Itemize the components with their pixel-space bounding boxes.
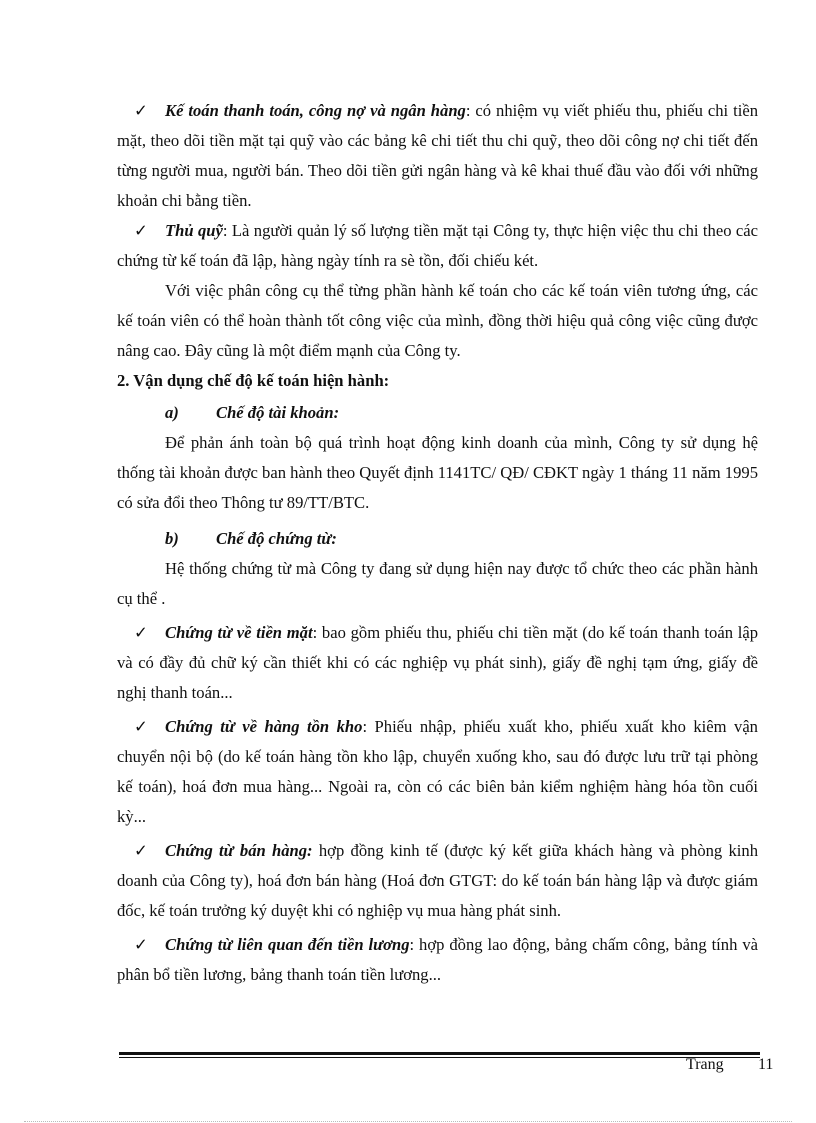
checkmark-icon: ✓ [134, 935, 148, 954]
paragraph-phan-cong: Với việc phân công cụ thể từng phần hành kế toán cho các kế toán viên tương ứng, các kế toán viên có thể hoàn thành tốt công việc của mình, đồng thời hiệu quả công việc cũng được nâng cao. Đây cũng là một điểm mạnh của Công ty. [117, 281, 758, 360]
checkmark-icon: ✓ [134, 221, 148, 240]
term-title: Chứng từ liên quan đến tiền lương [165, 935, 410, 954]
checkmark-icon: ✓ [134, 841, 148, 860]
term-text: hợp đồng kinh tế (được ký kết giữa khách hàng và phòng kinh doanh của Công ty), hoá đơn bán hàng (Hoá đơn GTGT: do kế toán bán hàng lập và được giám đốc, kế toán trưởng ký duyệt khi có nghiệp vụ mua hàng phát sinh. [117, 841, 758, 920]
page-body [117, 96, 758, 990]
checkmark-icon: ✓ [134, 717, 148, 736]
term-text: : Phiếu nhập, phiếu xuất kho, phiếu xuất kho kiêm vận chuyển nội bộ (do kế toán hàng tồn kho lập, chuyển xuống kho, sau đó được lưu trữ tại phòng kế toán), hoá đơn mua hàng... Ngoài ra, còn có các biên bản kiểm nghiệm hàng hóa tồn cuối kỳ... [117, 717, 758, 826]
term-text: : bao gồm phiếu thu, phiếu chi tiền mặt (do kế toán thanh toán lập và có đầy đủ chữ ký cần thiết khi có các nghiệp vụ phát sinh), giấy đề nghị tạm ứng, giấy đề nghị thanh toán... [117, 623, 758, 702]
paragraph-tien-luong [117, 930, 758, 990]
term-title: Chứng từ bán hàng: [165, 841, 313, 860]
checkmark-icon: ✓ [134, 101, 148, 120]
subsection-letter: a) [165, 403, 179, 422]
term-title: Chứng từ về hàng tồn kho [165, 717, 363, 736]
term-title: Kế toán thanh toán, công nợ và ngân hàng [165, 101, 466, 120]
paragraph-thu-quy [117, 216, 758, 276]
subsection-a [165, 398, 758, 428]
subsection-b [165, 524, 758, 554]
subsection-letter: b) [165, 529, 179, 548]
term-text: : có nhiệm vụ viết phiếu thu, phiếu chi tiền mặt, theo dõi tiền mặt tại quỹ vào các bảng kê chi tiết thu chi quỹ, theo dõi công nợ chi tiết đến từng người mua, người bán. Theo dõi tiền gửi ngân hàng và kê khai thuế đầu vào đối với những khoản chi bằng tiền. [117, 101, 758, 210]
footer-rule-thin [119, 1057, 760, 1058]
footer-page-label: Trang [686, 1056, 724, 1073]
paragraph-tien-mat [117, 618, 758, 708]
term-text: : hợp đồng lao động, bảng chấm công, bảng tính và phân bổ tiền lương, bảng thanh toán tiền lương... [117, 935, 758, 984]
footer-rule [119, 1052, 760, 1055]
term-title: Thủ quỹ [165, 221, 223, 240]
subsection-title: Chế độ chứng từ: [216, 529, 337, 548]
subsection-title: Chế độ tài khoản: [216, 403, 340, 422]
paragraph-tai-khoan: Để phản ánh toàn bộ quá trình hoạt động kinh doanh của mình, Công ty sử dụng hệ thống tài khoản được ban hành theo Quyết định 1141TC/ QĐ/ CĐKT ngày 1 tháng 11 năm 1995 có sửa đổi theo Thông tư 89/TT/BTC. [117, 433, 758, 512]
paragraph-he-thong: Hệ thống chứng từ mà Công ty đang sử dụng hiện nay được tổ chức theo các phần hành cụ thể . [117, 559, 758, 608]
paragraph-thanh-toan [117, 96, 758, 216]
footer-page-number: 11 [758, 1056, 774, 1073]
page-edge-divider [24, 1121, 792, 1122]
checkmark-icon: ✓ [134, 623, 148, 642]
term-title: Chứng từ về tiền mặt [165, 623, 313, 642]
term-text: : Là người quản lý số lượng tiền mặt tại Công ty, thực hiện việc thu chi theo các chứng từ kế toán đã lập, hàng ngày tính ra sè tồn, đối chiếu két. [117, 221, 758, 270]
paragraph-hang-ton-kho [117, 712, 758, 832]
section-heading: 2. Vận dụng chế độ kế toán hiện hành: [117, 371, 390, 390]
paragraph-ban-hang [117, 836, 758, 926]
